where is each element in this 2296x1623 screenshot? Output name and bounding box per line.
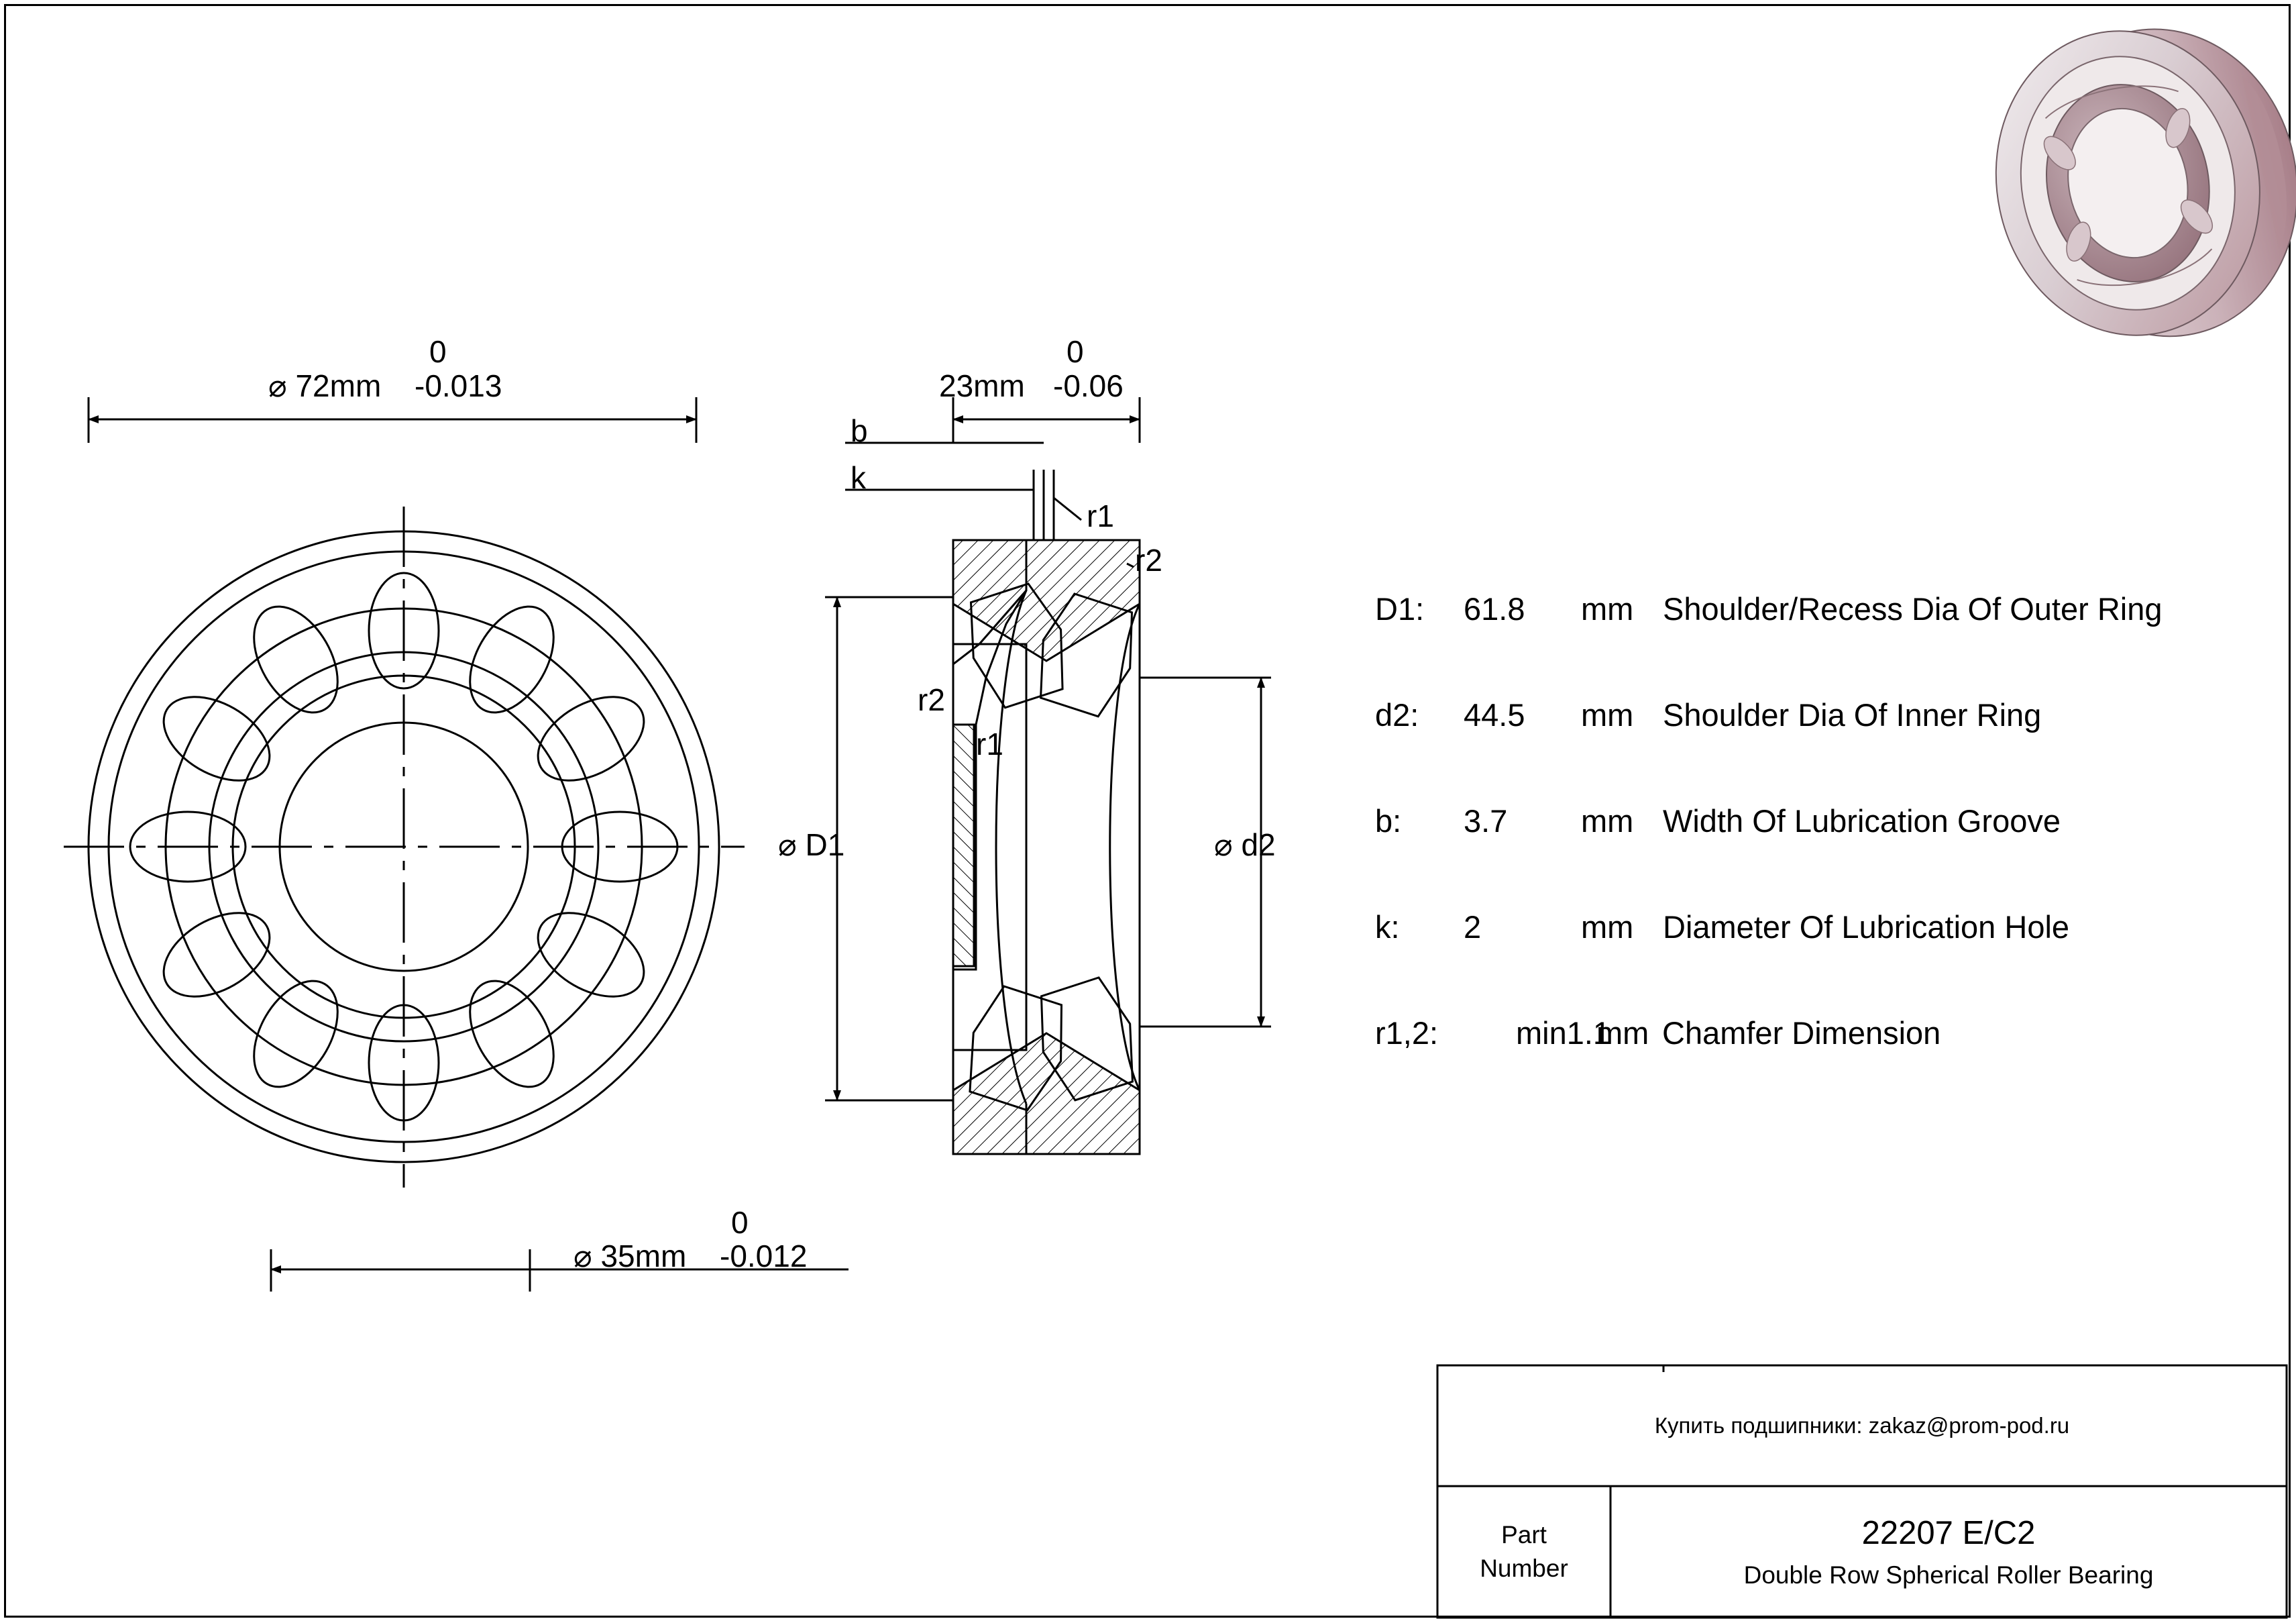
spec-description: Chamfer Dimension: [1662, 1015, 1941, 1051]
spec-value: 2: [1464, 909, 1482, 945]
label-r1-top: r1: [1087, 499, 1114, 533]
spec-value: min1.1: [1516, 1015, 1611, 1051]
dim-inner-value: ⌀ 35mm: [573, 1239, 687, 1273]
dim-inner-tolerance-upper: 0: [731, 1205, 749, 1240]
bearing-3d-render: [1968, 0, 2296, 368]
dim-width-value: 23mm: [939, 368, 1025, 403]
label-r2-left: r2: [918, 682, 945, 717]
label-phi-D1: ⌀ D1: [778, 827, 845, 862]
front-view: [64, 507, 745, 1188]
dim-outer-tolerance-upper: 0: [429, 334, 447, 369]
label-phi-d2: ⌀ d2: [1214, 827, 1276, 862]
spec-symbol: k:: [1375, 909, 1400, 945]
spec-symbol: b:: [1375, 803, 1402, 839]
label-b: b: [851, 413, 868, 448]
label-r2-top: r2: [1135, 543, 1162, 578]
vendor-contact-text: Купить подшипники: zakaz@prom-pod.ru: [1654, 1413, 2070, 1438]
spec-unit: mm: [1581, 591, 1634, 627]
spec-value: 44.5: [1464, 697, 1525, 733]
spec-value: 61.8: [1464, 591, 1525, 627]
dim-width: [953, 397, 1140, 443]
spec-row-d2: [1375, 696, 2247, 802]
part-description: Double Row Spherical Roller Bearing: [1743, 1561, 2154, 1589]
part-number-label-line2: Number: [1480, 1555, 1568, 1582]
spec-row-b: [1375, 802, 2247, 908]
spec-symbol: r1,2:: [1375, 1015, 1439, 1051]
spec-unit: mm: [1596, 1015, 1649, 1051]
dim-outer-value: ⌀ 72mm: [268, 368, 382, 403]
dim-outer-diameter: [89, 397, 696, 443]
spec-description: Shoulder Dia Of Inner Ring: [1663, 697, 2042, 733]
specification-list: [1375, 590, 2247, 1120]
section-view: [953, 470, 1147, 1154]
spec-description: Shoulder/Recess Dia Of Outer Ring: [1663, 591, 2163, 627]
dim-width-tolerance-upper: 0: [1067, 334, 1084, 369]
spec-row-k: [1375, 908, 2247, 1014]
dim-width-tolerance-lower: -0.06: [1053, 368, 1124, 403]
spec-unit: mm: [1581, 697, 1634, 733]
spec-symbol: D1:: [1375, 591, 1425, 627]
spec-value: 3.7: [1464, 803, 1508, 839]
label-r1-left: r1: [976, 727, 1003, 762]
spec-unit: mm: [1581, 803, 1634, 839]
spec-symbol: d2:: [1375, 697, 1419, 733]
spec-description: Width Of Lubrication Groove: [1663, 803, 2061, 839]
spec-unit: mm: [1581, 909, 1634, 945]
part-number-value: [1610, 1486, 2287, 1618]
leader-r1-top: [1054, 498, 1081, 520]
part-number: 22207 E/C2: [1861, 1515, 2036, 1551]
part-number-label-line1: Part: [1501, 1521, 1547, 1549]
dim-inner-tolerance-lower: -0.012: [720, 1239, 808, 1273]
spec-description: Diameter Of Lubrication Hole: [1663, 909, 2070, 945]
part-number-label: [1437, 1486, 1610, 1618]
spec-row-D1: [1375, 590, 2247, 696]
spec-row-chamfer: [1375, 1014, 2247, 1120]
dim-outer-tolerance-lower: -0.013: [415, 368, 502, 403]
label-k: k: [851, 460, 866, 495]
title-block: [1437, 1365, 2287, 1618]
